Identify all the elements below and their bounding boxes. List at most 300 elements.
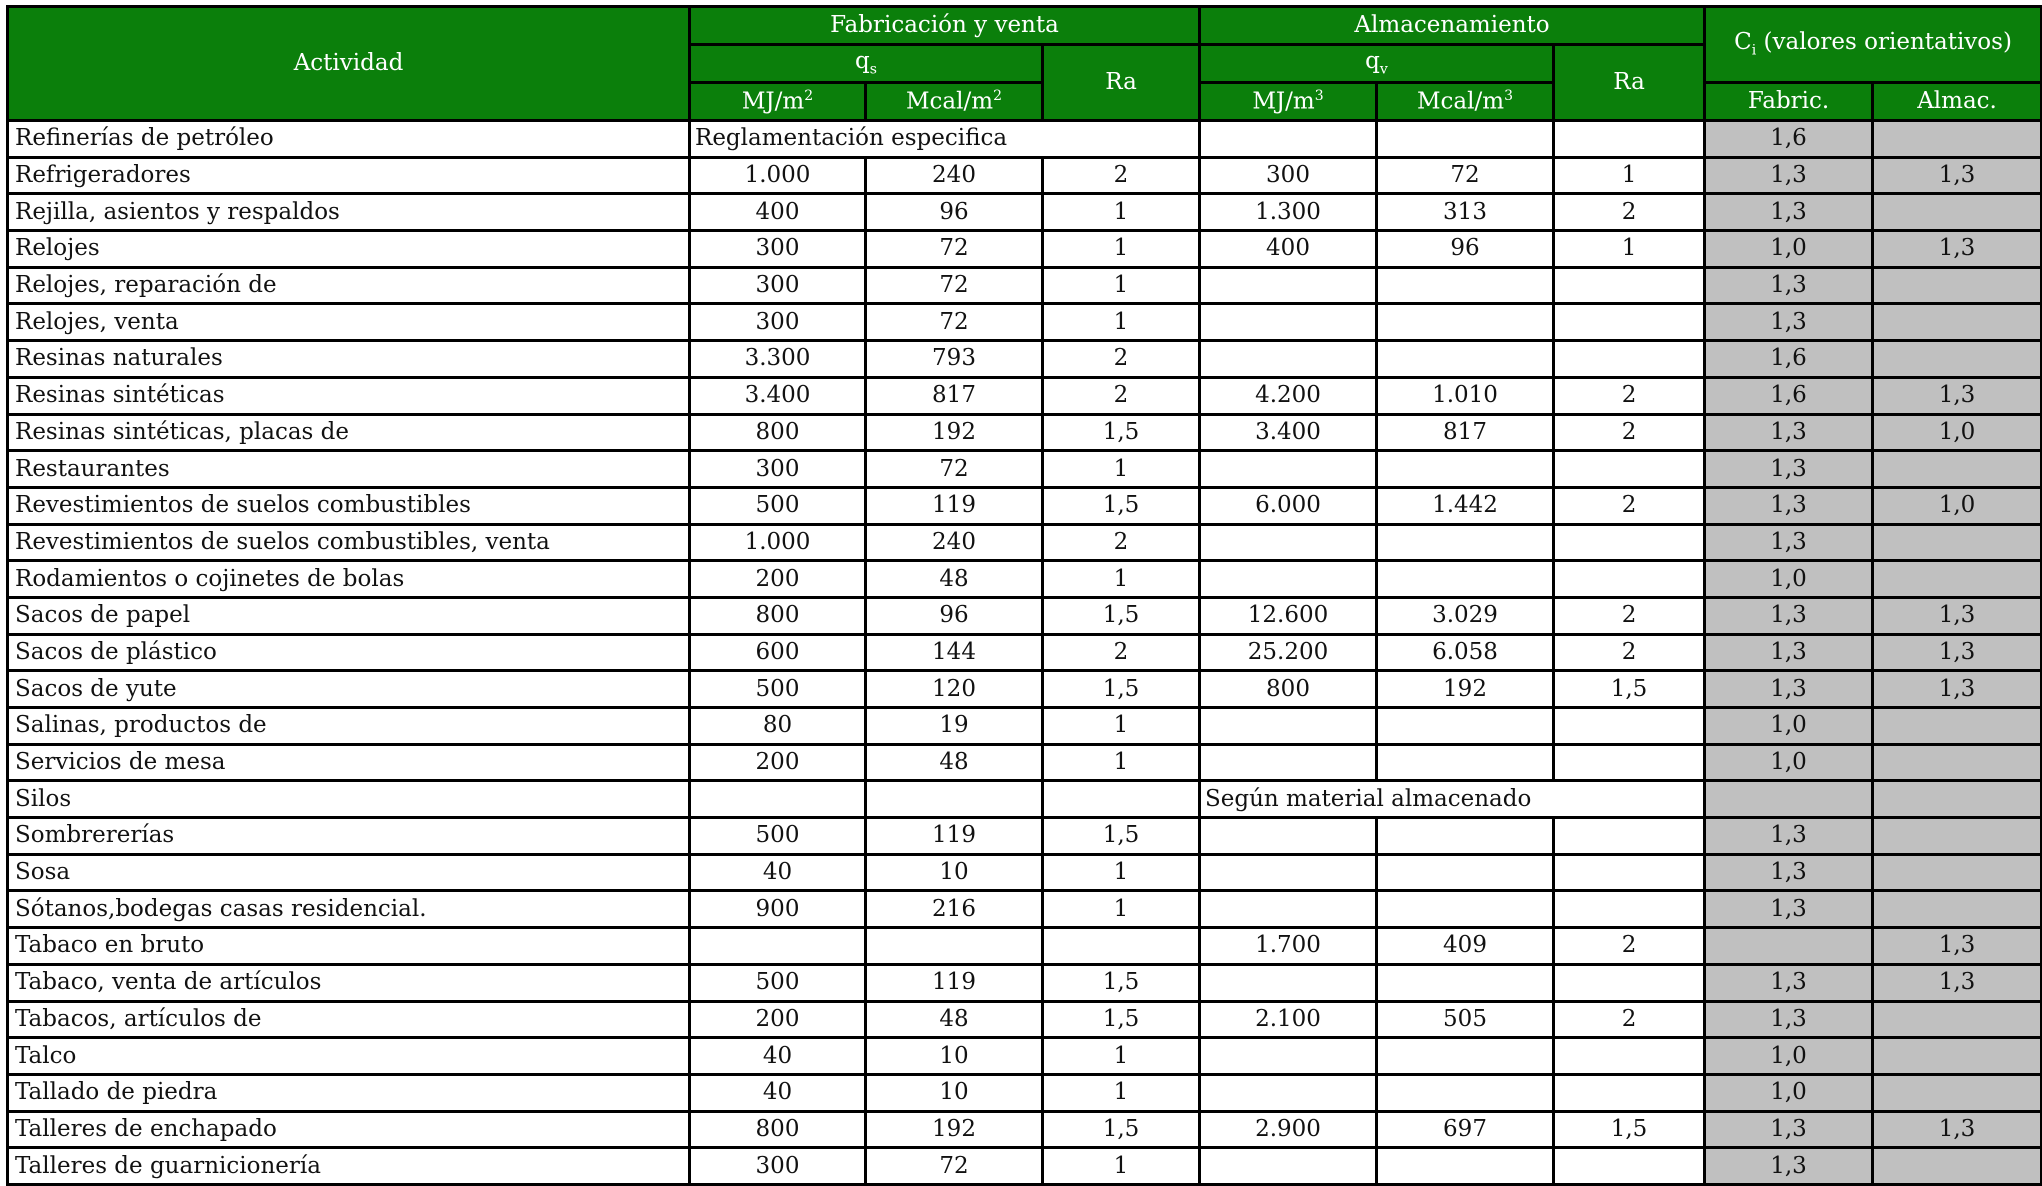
- qv-mj-cell: 1.300: [1200, 194, 1377, 231]
- ci-almac-cell: [1873, 781, 2042, 818]
- qv-mcal-cell: [1377, 854, 1554, 891]
- actividad-cell: Revestimientos de suelos combustibles: [8, 487, 690, 524]
- qs-mj-cell: 300: [690, 304, 866, 341]
- ra-almacenamiento-cell: [1554, 561, 1705, 598]
- qs-mj-cell: 80: [690, 708, 866, 745]
- qs-mcal-cell: 72: [866, 1148, 1043, 1185]
- qs-mcal-cell: 19: [866, 708, 1043, 745]
- ra-almacenamiento-cell: [1554, 1148, 1705, 1185]
- table-header: [8, 7, 2042, 121]
- table-row: [8, 231, 2042, 268]
- qv-mcal-cell: 1.010: [1377, 377, 1554, 414]
- qv-mcal-cell: [1377, 1074, 1554, 1111]
- header-qs: $q_s$: [690, 45, 1043, 83]
- actividad-cell: Relojes, reparación de: [8, 267, 690, 304]
- table-row: [8, 671, 2042, 708]
- qv-mcal-cell: 817: [1377, 414, 1554, 451]
- ci-almac-cell: [1873, 561, 2042, 598]
- ci-fabric-cell: 1,3: [1705, 818, 1873, 855]
- ra-almacenamiento-cell: [1554, 891, 1705, 928]
- ci-fabric-cell: 1,3: [1705, 1111, 1873, 1148]
- actividad-cell: Sombrererías: [8, 818, 690, 855]
- table-row: [8, 818, 2042, 855]
- actividad-cell: Rodamientos o cojinetes de bolas: [8, 561, 690, 598]
- table-row: [8, 744, 2042, 781]
- ci-fabric-cell: 1,3: [1705, 671, 1873, 708]
- ra-fabricacion-cell: 1: [1043, 854, 1200, 891]
- qs-mj-cell: 40: [690, 1038, 866, 1075]
- table-row: [8, 854, 2042, 891]
- qv-mcal-cell: [1377, 964, 1554, 1001]
- ci-almac-cell: [1873, 1001, 2042, 1038]
- ra-almacenamiento-cell: 2: [1554, 487, 1705, 524]
- actividad-cell: Refinerías de petróleo: [8, 121, 690, 158]
- ci-fabric-cell: 1,3: [1705, 597, 1873, 634]
- table-row: [8, 561, 2042, 598]
- table-body: [8, 121, 2042, 1185]
- ra-fabricacion-cell: 1: [1043, 891, 1200, 928]
- qs-mj-cell: 40: [690, 854, 866, 891]
- ci-fabric-cell: 1,3: [1705, 634, 1873, 671]
- ra-fabricacion-cell: 2: [1043, 341, 1200, 378]
- ra-almacenamiento-cell: 1: [1554, 231, 1705, 268]
- ci-fabric-cell: 1,3: [1705, 487, 1873, 524]
- actividad-cell: Revestimientos de suelos combustibles, venta: [8, 524, 690, 561]
- ci-almac-cell: [1873, 854, 2042, 891]
- qs-mcal-cell: 10: [866, 1074, 1043, 1111]
- ra-fabricacion-cell: 1,5: [1043, 597, 1200, 634]
- qs-mcal-cell: 72: [866, 231, 1043, 268]
- qs-mj-cell: 500: [690, 818, 866, 855]
- table-row: [8, 451, 2042, 488]
- table-row: [8, 121, 2042, 158]
- qv-mcal-cell: [1377, 304, 1554, 341]
- qv-mj-cell: 300: [1200, 157, 1377, 194]
- table-row: [8, 157, 2042, 194]
- qv-mcal-cell: 96: [1377, 231, 1554, 268]
- ra-fabricacion-cell: 1: [1043, 451, 1200, 488]
- table-row: [8, 891, 2042, 928]
- ra-fabricacion-cell: [1043, 928, 1200, 965]
- qv-mcal-cell: [1377, 121, 1554, 158]
- table-row: [8, 1111, 2042, 1148]
- ci-fabric-cell: 1,3: [1705, 891, 1873, 928]
- ci-almac-cell: [1873, 304, 2042, 341]
- qv-mj-cell: [1200, 1148, 1377, 1185]
- ci-fabric-cell: 1,3: [1705, 451, 1873, 488]
- ra-almacenamiento-cell: [1554, 1074, 1705, 1111]
- qs-mj-cell: 3.400: [690, 377, 866, 414]
- qv-mj-cell: 4.200: [1200, 377, 1377, 414]
- ra-almacenamiento-cell: [1554, 744, 1705, 781]
- qs-mj-cell: 300: [690, 267, 866, 304]
- table-row: [8, 597, 2042, 634]
- header-qv-mcal: Mcal/$m^3$: [1377, 83, 1554, 121]
- ci-almac-cell: [1873, 818, 2042, 855]
- ra-almacenamiento-cell: 2: [1554, 194, 1705, 231]
- ci-fabric-cell: 1,3: [1705, 194, 1873, 231]
- actividad-cell: Tabaco, venta de artículos: [8, 964, 690, 1001]
- actividad-cell: Salinas, productos de: [8, 708, 690, 745]
- qv-mcal-cell: [1377, 818, 1554, 855]
- ra-fabricacion-cell: 1,5: [1043, 1001, 1200, 1038]
- qv-mj-cell: [1200, 341, 1377, 378]
- header-almac: Almac.: [1873, 83, 2042, 121]
- table-row: [8, 928, 2042, 965]
- ci-almac-cell: 1,0: [1873, 414, 2042, 451]
- qs-mcal-cell: 48: [866, 744, 1043, 781]
- ra-fabricacion-cell: 2: [1043, 634, 1200, 671]
- qs-mcal-cell: 192: [866, 1111, 1043, 1148]
- qv-mj-cell: [1200, 304, 1377, 341]
- table-row: [8, 414, 2042, 451]
- qs-mcal-cell: 120: [866, 671, 1043, 708]
- table-row: [8, 781, 2042, 818]
- ci-almac-cell: 1,3: [1873, 377, 2042, 414]
- qv-mcal-cell: 505: [1377, 1001, 1554, 1038]
- ci-almac-cell: 1,3: [1873, 597, 2042, 634]
- ci-almac-cell: [1873, 708, 2042, 745]
- ci-fabric-cell: 1,3: [1705, 524, 1873, 561]
- qs-mcal-cell: 48: [866, 1001, 1043, 1038]
- qv-mj-cell: [1200, 744, 1377, 781]
- qs-mcal-cell: 144: [866, 634, 1043, 671]
- ra-almacenamiento-cell: 2: [1554, 928, 1705, 965]
- qv-mj-cell: 800: [1200, 671, 1377, 708]
- ci-fabric-cell: 1,0: [1705, 1074, 1873, 1111]
- actividad-cell: Servicios de mesa: [8, 744, 690, 781]
- ra-almacenamiento-cell: [1554, 964, 1705, 1001]
- qs-mcal-cell: [866, 781, 1043, 818]
- qs-mj-cell: 40: [690, 1074, 866, 1111]
- ra-almacenamiento-cell: [1554, 708, 1705, 745]
- qs-mcal-cell: 817: [866, 377, 1043, 414]
- qs-mj-cell: 500: [690, 487, 866, 524]
- ci-fabric-cell: 1,0: [1705, 231, 1873, 268]
- qs-mj-cell: 600: [690, 634, 866, 671]
- ra-almacenamiento-cell: 1,5: [1554, 671, 1705, 708]
- ci-almac-cell: 1,3: [1873, 157, 2042, 194]
- actividad-cell: Refrigeradores: [8, 157, 690, 194]
- qs-mcal-cell: 72: [866, 267, 1043, 304]
- header-fabricacion-venta: Fabricación y venta: [690, 7, 1200, 45]
- qv-mcal-cell: [1377, 267, 1554, 304]
- header-ra-fabricacion: Ra: [1043, 45, 1200, 121]
- qv-mj-cell: 25.200: [1200, 634, 1377, 671]
- qv-mcal-cell: [1377, 891, 1554, 928]
- ci-fabric-cell: 1,3: [1705, 157, 1873, 194]
- ci-fabric-cell: 1,3: [1705, 854, 1873, 891]
- ra-almacenamiento-cell: [1554, 1038, 1705, 1075]
- ra-fabricacion-cell: 2: [1043, 157, 1200, 194]
- qs-mj-cell: 900: [690, 891, 866, 928]
- qv-mcal-cell: [1377, 524, 1554, 561]
- ra-fabricacion-cell: 1: [1043, 267, 1200, 304]
- ci-almac-cell: [1873, 891, 2042, 928]
- ra-fabricacion-cell: 1,5: [1043, 818, 1200, 855]
- header-qs-mj: $MJ/m^2$: [690, 83, 866, 121]
- qv-mj-cell: [1200, 964, 1377, 1001]
- actividad-cell: Tabacos, artículos de: [8, 1001, 690, 1038]
- qv-mj-cell: [1200, 451, 1377, 488]
- qv-mcal-cell: [1377, 1038, 1554, 1075]
- qv-mj-cell: [1200, 891, 1377, 928]
- qv-mj-cell: [1200, 121, 1377, 158]
- qs-mj-cell: 800: [690, 597, 866, 634]
- header-ci: $C_i$ (valores orientativos): [1705, 7, 2042, 83]
- ra-fabricacion-cell: 2: [1043, 377, 1200, 414]
- ra-almacenamiento-cell: 2: [1554, 634, 1705, 671]
- actividad-cell: Resinas naturales: [8, 341, 690, 378]
- qs-mj-cell: 500: [690, 671, 866, 708]
- qv-mcal-cell: 697: [1377, 1111, 1554, 1148]
- ra-almacenamiento-cell: 2: [1554, 414, 1705, 451]
- ra-almacenamiento-cell: 1,5: [1554, 1111, 1705, 1148]
- qv-mj-cell: [1200, 267, 1377, 304]
- qs-mcal-cell: 96: [866, 194, 1043, 231]
- qv-mcal-cell: 409: [1377, 928, 1554, 965]
- ci-fabric-cell: 1,3: [1705, 964, 1873, 1001]
- actividad-cell: Resinas sintéticas, placas de: [8, 414, 690, 451]
- ci-almac-cell: [1873, 194, 2042, 231]
- table-row: [8, 304, 2042, 341]
- header-actividad: Actividad: [8, 7, 690, 121]
- actividad-cell: Talco: [8, 1038, 690, 1075]
- ci-almac-cell: 1,3: [1873, 928, 2042, 965]
- ra-almacenamiento-cell: [1554, 121, 1705, 158]
- qs-mj-cell: 800: [690, 1111, 866, 1148]
- ra-almacenamiento-cell: 2: [1554, 1001, 1705, 1038]
- qs-mj-cell: 300: [690, 1148, 866, 1185]
- qv-mj-cell: 1.700: [1200, 928, 1377, 965]
- ra-fabricacion-cell: 2: [1043, 524, 1200, 561]
- ci-almac-cell: [1873, 744, 2042, 781]
- qs-mcal-cell: 192: [866, 414, 1043, 451]
- qs-mcal-cell: 96: [866, 597, 1043, 634]
- actividad-cell: Restaurantes: [8, 451, 690, 488]
- fabricacion-note-cell: Reglamentación especifica: [690, 121, 1200, 158]
- ci-almac-cell: 1,3: [1873, 634, 2042, 671]
- table-row: [8, 267, 2042, 304]
- actividad-cell: Rejilla, asientos y respaldos: [8, 194, 690, 231]
- ci-almac-cell: 1,0: [1873, 487, 2042, 524]
- ra-fabricacion-cell: 1: [1043, 1038, 1200, 1075]
- qs-mj-cell: 800: [690, 414, 866, 451]
- qv-mj-cell: 2.900: [1200, 1111, 1377, 1148]
- table-row: [8, 634, 2042, 671]
- actividad-cell: Resinas sintéticas: [8, 377, 690, 414]
- actividad-cell: Sacos de yute: [8, 671, 690, 708]
- qv-mcal-cell: [1377, 708, 1554, 745]
- qs-mcal-cell: 216: [866, 891, 1043, 928]
- qs-mj-cell: 300: [690, 231, 866, 268]
- fire-load-table: [6, 5, 2042, 1186]
- qv-mcal-cell: [1377, 341, 1554, 378]
- ci-fabric-cell: 1,3: [1705, 1001, 1873, 1038]
- qv-mcal-cell: [1377, 744, 1554, 781]
- actividad-cell: Sacos de plástico: [8, 634, 690, 671]
- qs-mcal-cell: 119: [866, 487, 1043, 524]
- actividad-cell: Talleres de enchapado: [8, 1111, 690, 1148]
- ra-fabricacion-cell: 1: [1043, 1074, 1200, 1111]
- ra-fabricacion-cell: 1,5: [1043, 487, 1200, 524]
- ci-almac-cell: 1,3: [1873, 231, 2042, 268]
- ra-fabricacion-cell: [1043, 781, 1200, 818]
- qs-mcal-cell: 10: [866, 1038, 1043, 1075]
- ra-almacenamiento-cell: [1554, 524, 1705, 561]
- ra-fabricacion-cell: 1: [1043, 708, 1200, 745]
- almacenamiento-note-cell: Según material almacenado: [1200, 781, 1705, 818]
- qv-mj-cell: 2.100: [1200, 1001, 1377, 1038]
- actividad-cell: Tallado de piedra: [8, 1074, 690, 1111]
- ci-almac-cell: [1873, 524, 2042, 561]
- ci-almac-cell: [1873, 1038, 2042, 1075]
- ci-almac-cell: [1873, 1074, 2042, 1111]
- qv-mj-cell: [1200, 818, 1377, 855]
- ra-fabricacion-cell: 1,5: [1043, 1111, 1200, 1148]
- qs-mj-cell: [690, 928, 866, 965]
- ci-fabric-cell: 1,6: [1705, 341, 1873, 378]
- ra-fabricacion-cell: 1: [1043, 1148, 1200, 1185]
- ra-almacenamiento-cell: 2: [1554, 597, 1705, 634]
- qv-mj-cell: 12.600: [1200, 597, 1377, 634]
- ci-fabric-cell: 1,3: [1705, 1148, 1873, 1185]
- ci-fabric-cell: 1,3: [1705, 267, 1873, 304]
- ci-almac-cell: [1873, 267, 2042, 304]
- ci-fabric-cell: [1705, 781, 1873, 818]
- actividad-cell: Tabaco en bruto: [8, 928, 690, 965]
- qs-mj-cell: 3.300: [690, 341, 866, 378]
- qs-mj-cell: 1.000: [690, 157, 866, 194]
- qv-mj-cell: [1200, 708, 1377, 745]
- header-almacenamiento: Almacenamiento: [1200, 7, 1705, 45]
- qv-mcal-cell: 313: [1377, 194, 1554, 231]
- table-row: [8, 1038, 2042, 1075]
- table-row: [8, 708, 2042, 745]
- qv-mcal-cell: [1377, 1148, 1554, 1185]
- qv-mcal-cell: 72: [1377, 157, 1554, 194]
- qs-mcal-cell: [866, 928, 1043, 965]
- qv-mcal-cell: 1.442: [1377, 487, 1554, 524]
- ci-fabric-cell: [1705, 928, 1873, 965]
- table-row: [8, 1148, 2042, 1185]
- qs-mcal-cell: 72: [866, 304, 1043, 341]
- table-row: [8, 487, 2042, 524]
- ra-fabricacion-cell: 1: [1043, 561, 1200, 598]
- qs-mj-cell: 200: [690, 744, 866, 781]
- ci-fabric-cell: 1,0: [1705, 561, 1873, 598]
- header-fabric: Fabric.: [1705, 83, 1873, 121]
- actividad-cell: Relojes, venta: [8, 304, 690, 341]
- table-row: [8, 194, 2042, 231]
- ra-almacenamiento-cell: [1554, 341, 1705, 378]
- qv-mj-cell: [1200, 524, 1377, 561]
- ra-almacenamiento-cell: 1: [1554, 157, 1705, 194]
- table-row: [8, 341, 2042, 378]
- ra-almacenamiento-cell: [1554, 267, 1705, 304]
- qs-mcal-cell: 10: [866, 854, 1043, 891]
- ci-fabric-cell: 1,0: [1705, 744, 1873, 781]
- ra-almacenamiento-cell: 2: [1554, 377, 1705, 414]
- ci-fabric-cell: 1,0: [1705, 708, 1873, 745]
- qv-mcal-cell: 192: [1377, 671, 1554, 708]
- ra-almacenamiento-cell: [1554, 818, 1705, 855]
- ra-fabricacion-cell: 1,5: [1043, 964, 1200, 1001]
- table-row: [8, 964, 2042, 1001]
- qv-mcal-cell: 3.029: [1377, 597, 1554, 634]
- qv-mj-cell: 400: [1200, 231, 1377, 268]
- actividad-cell: Sacos de papel: [8, 597, 690, 634]
- actividad-cell: Talleres de guarnicionería: [8, 1148, 690, 1185]
- ci-almac-cell: 1,3: [1873, 671, 2042, 708]
- qv-mj-cell: 6.000: [1200, 487, 1377, 524]
- ci-fabric-cell: 1,6: [1705, 377, 1873, 414]
- table-row: [8, 1074, 2042, 1111]
- ci-almac-cell: [1873, 451, 2042, 488]
- ra-almacenamiento-cell: [1554, 854, 1705, 891]
- table-row: [8, 1001, 2042, 1038]
- qs-mj-cell: [690, 781, 866, 818]
- header-qs-mcal: Mcal/$m^2$: [866, 83, 1043, 121]
- qs-mj-cell: 200: [690, 561, 866, 598]
- qs-mj-cell: 300: [690, 451, 866, 488]
- ci-almac-cell: [1873, 1148, 2042, 1185]
- qv-mcal-cell: [1377, 451, 1554, 488]
- header-qv: $q_v$: [1200, 45, 1554, 83]
- qs-mcal-cell: 240: [866, 524, 1043, 561]
- ci-fabric-cell: 1,0: [1705, 1038, 1873, 1075]
- ra-almacenamiento-cell: [1554, 451, 1705, 488]
- qs-mcal-cell: 793: [866, 341, 1043, 378]
- ra-fabricacion-cell: 1,5: [1043, 671, 1200, 708]
- qv-mj-cell: [1200, 561, 1377, 598]
- ci-fabric-cell: 1,3: [1705, 414, 1873, 451]
- qs-mcal-cell: 48: [866, 561, 1043, 598]
- qs-mcal-cell: 240: [866, 157, 1043, 194]
- ci-fabric-cell: 1,3: [1705, 304, 1873, 341]
- qv-mj-cell: [1200, 1038, 1377, 1075]
- table-row: [8, 377, 2042, 414]
- qv-mj-cell: [1200, 1074, 1377, 1111]
- qs-mj-cell: 500: [690, 964, 866, 1001]
- actividad-cell: Sótanos,bodegas casas residencial.: [8, 891, 690, 928]
- ra-fabricacion-cell: 1: [1043, 304, 1200, 341]
- ci-almac-cell: 1,3: [1873, 1111, 2042, 1148]
- qs-mj-cell: 400: [690, 194, 866, 231]
- qv-mcal-cell: 6.058: [1377, 634, 1554, 671]
- ra-fabricacion-cell: 1: [1043, 744, 1200, 781]
- actividad-cell: Silos: [8, 781, 690, 818]
- ra-fabricacion-cell: 1: [1043, 194, 1200, 231]
- header-ra-almacenamiento: Ra: [1554, 45, 1705, 121]
- table-row: [8, 524, 2042, 561]
- qs-mj-cell: 1.000: [690, 524, 866, 561]
- actividad-cell: Relojes: [8, 231, 690, 268]
- header-qv-mj: $MJ/m^3$: [1200, 83, 1377, 121]
- ci-almac-cell: [1873, 341, 2042, 378]
- ra-almacenamiento-cell: [1554, 304, 1705, 341]
- ci-almac-cell: [1873, 121, 2042, 158]
- qs-mcal-cell: 119: [866, 964, 1043, 1001]
- ci-fabric-cell: 1,6: [1705, 121, 1873, 158]
- qv-mj-cell: 3.400: [1200, 414, 1377, 451]
- qs-mcal-cell: 119: [866, 818, 1043, 855]
- ci-almac-cell: 1,3: [1873, 964, 2042, 1001]
- ra-fabricacion-cell: 1,5: [1043, 414, 1200, 451]
- qs-mcal-cell: 72: [866, 451, 1043, 488]
- qs-mj-cell: 200: [690, 1001, 866, 1038]
- qv-mcal-cell: [1377, 561, 1554, 598]
